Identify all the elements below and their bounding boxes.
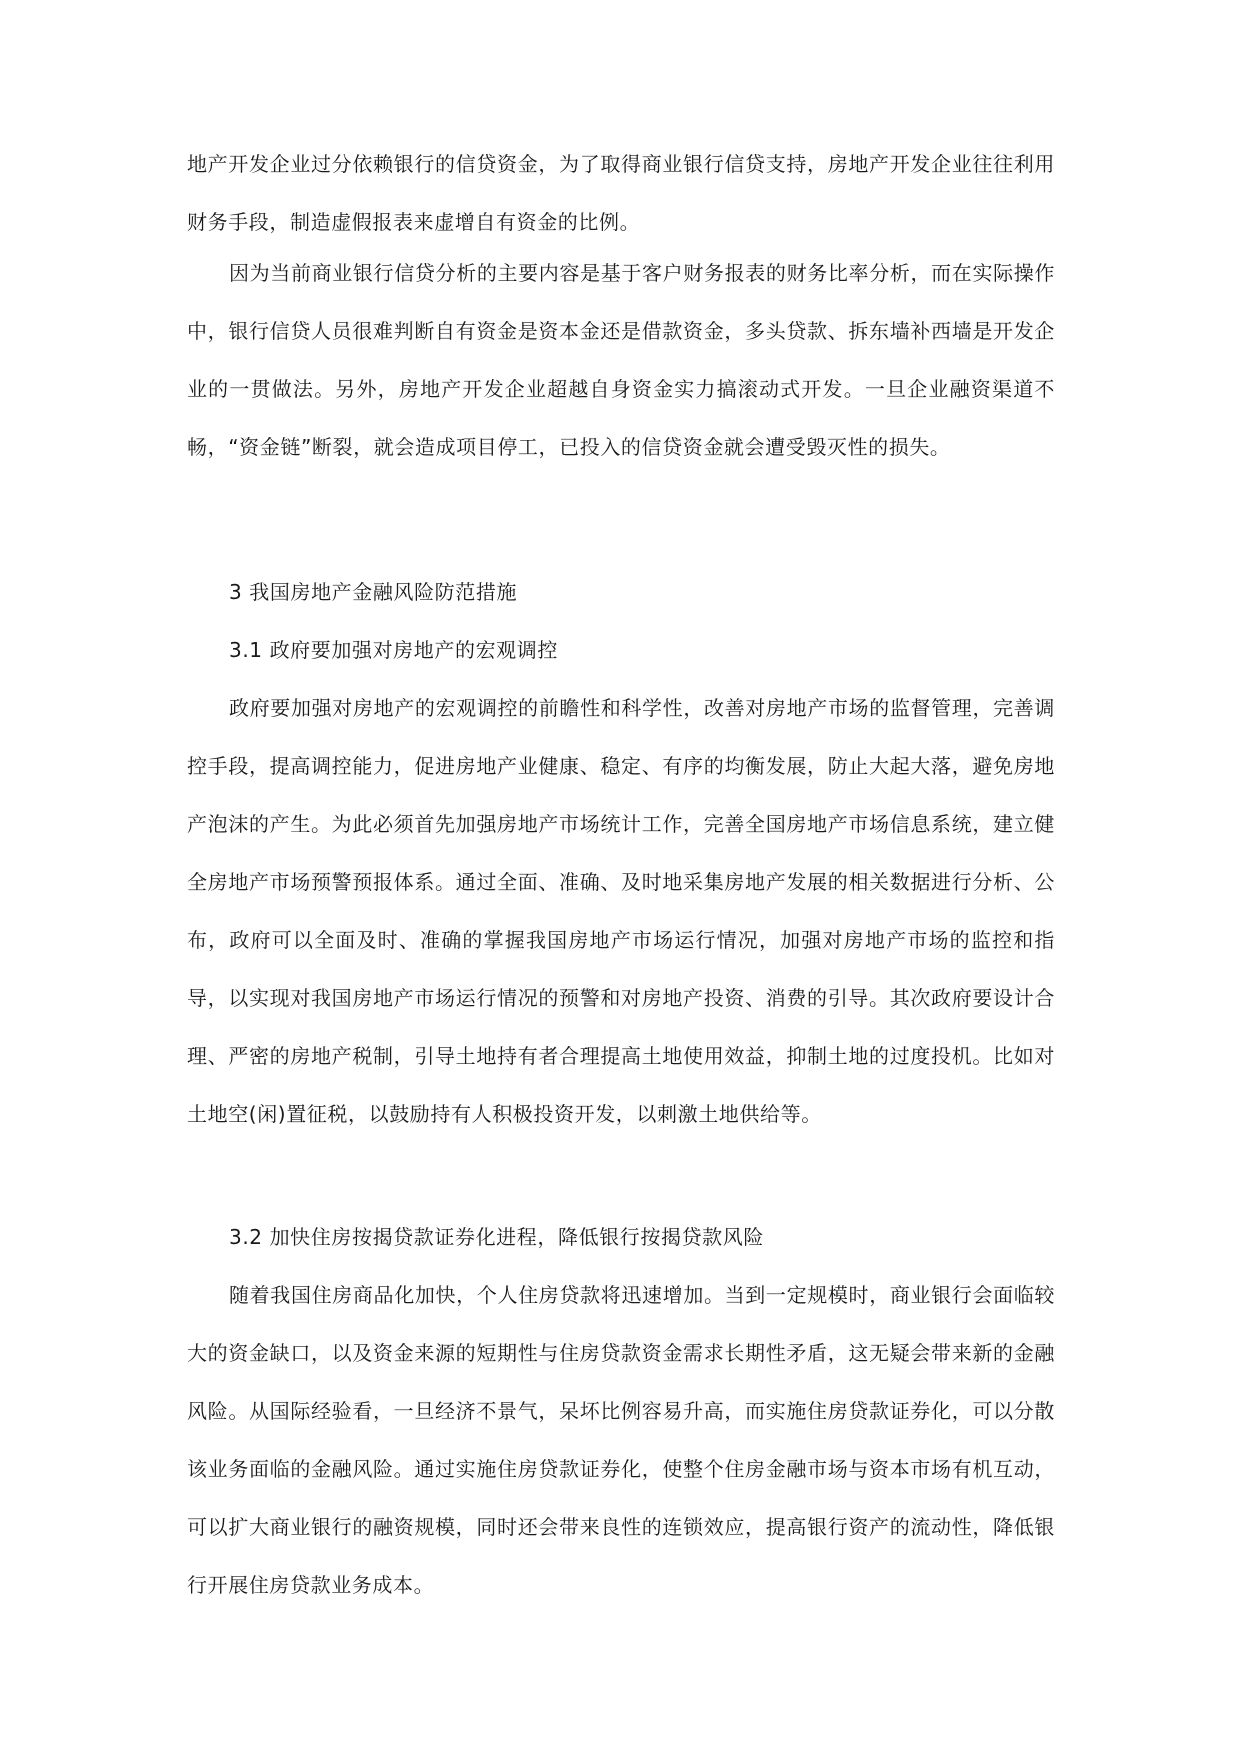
paragraph-4: 随着我国住房商品化加快，个人住房贷款将迅速增加。当到一定规模时，商业银行会面临较大的资金缺口，以及资金来源的短期性与住房贷款资金需求长期性矛盾，这无疑会带来新的金融风险。从国际经验看，一旦经济不景气，呆坏比例容易升高，而实施住房贷款证券化，可以分散该业务面临的金融风险。通过实施住房贷款证券化，使整个住房金融市场与资本市场有机互动，可以扩大商业银行的融资规模，同时还会带来良性的连锁效应，提高银行资产的流动性，降低银行开展住房贷款业务成本。: [187, 1283, 1055, 1597]
paragraph-3-block: [187, 679, 1055, 1143]
paragraph-2-block: [187, 244, 1055, 476]
section-3-heading-block: [187, 563, 1055, 621]
paragraph-1: 地产开发企业过分依赖银行的信贷资金，为了取得商业银行信贷支持，房地产开发企业往往利用财务手段，制造虚假报表来虚增自有资金的比例。: [187, 152, 1055, 234]
section-3-1-heading: 3.1 政府要加强对房地产的宏观调控: [229, 638, 558, 662]
section-3-2-heading-block: [187, 1208, 1055, 1266]
paragraph-1-block: [187, 135, 1055, 251]
section-3-1-heading-block: [187, 621, 1055, 679]
section-3-heading: 3 我国房地产金融风险防范措施: [229, 580, 518, 604]
paragraph-3: 政府要加强对房地产的宏观调控的前瞻性和科学性，改善对房地产市场的监督管理，完善调控手段，提高调控能力，促进房地产业健康、稳定、有序的均衡发展，防止大起大落，避免房地产泡沫的产生。为此必须首先加强房地产市场统计工作，完善全国房地产市场信息系统，建立健全房地产市场预警预报体系。通过全面、准确、及时地采集房地产发展的相关数据进行分析、公布，政府可以全面及时、准确的掌握我国房地产市场运行情况，加强对房地产市场的监控和指导，以实现对我国房地产市场运行情况的预警和对房地产投资、消费的引导。其次政府要设计合理、严密的房地产税制，引导土地持有者合理提高土地使用效益，抑制土地的过度投机。比如对土地空(闲)置征税，以鼓励持有人积极投资开发，以刺激土地供给等。: [187, 696, 1055, 1126]
paragraph-4-block: [187, 1266, 1055, 1614]
section-3-2-heading: 3.2 加快住房按揭贷款证券化进程，降低银行按揭贷款风险: [229, 1225, 764, 1249]
paragraph-2: 因为当前商业银行信贷分析的主要内容是基于客户财务报表的财务比率分析，而在实际操作中，银行信贷人员很难判断自有资金是资本金还是借款资金，多头贷款、拆东墙补西墙是开发企业的一贯做法。另外，房地产开发企业超越自身资金实力搞滚动式开发。一旦企业融资渠道不畅，“资金链”断裂，就会造成项目停工，已投入的信贷资金就会遭受毁灭性的损失。: [187, 261, 1055, 459]
